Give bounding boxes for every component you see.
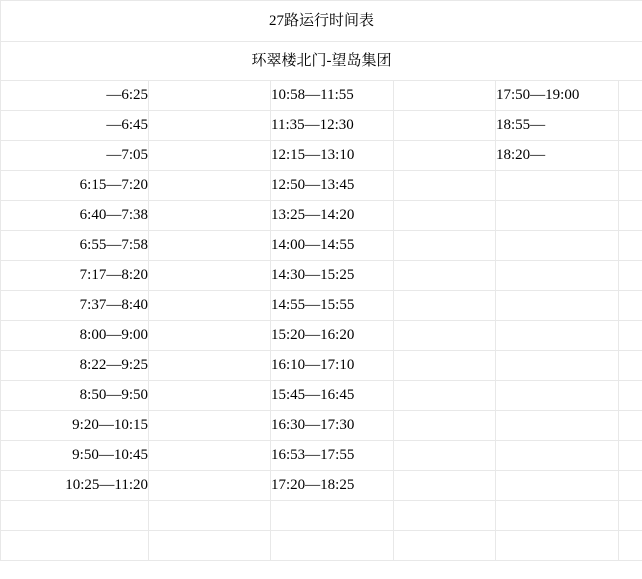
table-row xyxy=(1,111,642,141)
spacer-cell xyxy=(394,141,496,171)
table-row xyxy=(1,171,642,201)
departure-time-col2: 14:30—15:25 xyxy=(271,261,394,291)
spacer-cell xyxy=(394,441,496,471)
table-row xyxy=(1,291,642,321)
spacer-cell xyxy=(619,411,642,441)
departure-time-col1: 9:20—10:15 xyxy=(1,411,149,441)
table-row xyxy=(1,471,642,501)
departure-time-col3: 17:50—19:00 xyxy=(496,81,619,111)
departure-time-col2: 13:25—14:20 xyxy=(271,201,394,231)
spacer-cell xyxy=(619,531,642,561)
table-row xyxy=(1,231,642,261)
departure-time-col3 xyxy=(496,321,619,351)
spacer-cell xyxy=(619,501,642,531)
spacer-cell xyxy=(149,141,271,171)
departure-time-col2: 16:30—17:30 xyxy=(271,411,394,441)
departure-time-col3 xyxy=(496,351,619,381)
departure-time-col1 xyxy=(1,501,149,531)
departure-time-col1: 8:00—9:00 xyxy=(1,321,149,351)
departure-time-col2 xyxy=(271,531,394,561)
spacer-cell xyxy=(394,231,496,261)
departure-time-col2: 10:58—11:55 xyxy=(271,81,394,111)
spacer-cell xyxy=(394,201,496,231)
spacer-cell xyxy=(394,261,496,291)
spacer-cell xyxy=(394,81,496,111)
table-row xyxy=(1,141,642,171)
departure-time-col2: 16:53—17:55 xyxy=(271,441,394,471)
spacer-cell xyxy=(619,171,642,201)
spacer-cell xyxy=(394,171,496,201)
spacer-cell xyxy=(394,531,496,561)
departure-time-col2: 12:15—13:10 xyxy=(271,141,394,171)
departure-time-col3 xyxy=(496,501,619,531)
departure-time-col1: —7:05 xyxy=(1,141,149,171)
table-row xyxy=(1,411,642,441)
spacer-cell xyxy=(394,291,496,321)
spacer-cell xyxy=(619,261,642,291)
spacer-cell xyxy=(619,81,642,111)
departure-time-col1: 8:50—9:50 xyxy=(1,381,149,411)
spacer-cell xyxy=(149,321,271,351)
spacer-cell xyxy=(619,111,642,141)
spacer-cell xyxy=(394,411,496,441)
departure-time-col3 xyxy=(496,471,619,501)
departure-time-col1: 7:37—8:40 xyxy=(1,291,149,321)
spacer-cell xyxy=(619,441,642,471)
departure-time-col1: 6:40—7:38 xyxy=(1,201,149,231)
departure-time-col3 xyxy=(496,531,619,561)
departure-time-col3 xyxy=(496,171,619,201)
spacer-cell xyxy=(619,231,642,261)
departure-time-col3 xyxy=(496,201,619,231)
departure-time-col2: 17:20—18:25 xyxy=(271,471,394,501)
departure-time-col2: 14:00—14:55 xyxy=(271,231,394,261)
departure-time-col2: 15:45—16:45 xyxy=(271,381,394,411)
departure-time-col2 xyxy=(271,501,394,531)
departure-time-col3: 18:55— xyxy=(496,111,619,141)
spacer-cell xyxy=(394,381,496,411)
departure-time-col3 xyxy=(496,411,619,441)
departure-time-col2: 11:35—12:30 xyxy=(271,111,394,141)
spacer-cell xyxy=(149,501,271,531)
spacer-cell xyxy=(619,471,642,501)
departure-time-col3 xyxy=(496,381,619,411)
table-row xyxy=(1,201,642,231)
spacer-cell xyxy=(149,201,271,231)
subtitle-row xyxy=(1,42,642,81)
spacer-cell xyxy=(149,111,271,141)
departure-time-col1: 7:17—8:20 xyxy=(1,261,149,291)
departure-time-col3 xyxy=(496,261,619,291)
departure-time-col1 xyxy=(1,531,149,561)
spacer-cell xyxy=(149,441,271,471)
departure-time-col3 xyxy=(496,441,619,471)
spacer-cell xyxy=(619,351,642,381)
spacer-cell xyxy=(619,201,642,231)
departure-time-col2: 12:50—13:45 xyxy=(271,171,394,201)
departure-time-col3 xyxy=(496,231,619,261)
spacer-cell xyxy=(149,471,271,501)
spacer-cell xyxy=(619,321,642,351)
table-row xyxy=(1,261,642,291)
departure-time-col2: 16:10—17:10 xyxy=(271,351,394,381)
spacer-cell xyxy=(149,171,271,201)
departure-time-col2: 15:20—16:20 xyxy=(271,321,394,351)
departure-time-col1: —6:45 xyxy=(1,111,149,141)
route-subtitle: 环翠楼北门-望岛集团 xyxy=(1,42,642,81)
departure-time-col1: 9:50—10:45 xyxy=(1,441,149,471)
page-title: 27路运行时间表 xyxy=(1,1,642,42)
spacer-cell xyxy=(149,531,271,561)
table-row xyxy=(1,321,642,351)
spacer-cell xyxy=(149,351,271,381)
spacer-cell xyxy=(149,381,271,411)
spacer-cell xyxy=(149,261,271,291)
table-row xyxy=(1,351,642,381)
table-row xyxy=(1,381,642,411)
table-row xyxy=(1,441,642,471)
spacer-cell xyxy=(149,231,271,261)
departure-time-col1: 8:22—9:25 xyxy=(1,351,149,381)
spacer-cell xyxy=(149,81,271,111)
spacer-cell xyxy=(619,291,642,321)
spacer-cell xyxy=(394,111,496,141)
table-row xyxy=(1,531,642,561)
spacer-cell xyxy=(394,501,496,531)
spacer-cell xyxy=(619,381,642,411)
table-row xyxy=(1,501,642,531)
departure-time-col2: 14:55—15:55 xyxy=(271,291,394,321)
spacer-cell xyxy=(394,321,496,351)
departure-time-col1: 6:15—7:20 xyxy=(1,171,149,201)
title-row xyxy=(1,1,642,42)
departure-time-col3 xyxy=(496,291,619,321)
spacer-cell xyxy=(149,411,271,441)
spacer-cell xyxy=(394,351,496,381)
departure-time-col1: 10:25—11:20 xyxy=(1,471,149,501)
departure-time-col3: 18:20— xyxy=(496,141,619,171)
departure-time-col1: —6:25 xyxy=(1,81,149,111)
departure-time-col1: 6:55—7:58 xyxy=(1,231,149,261)
table-row xyxy=(1,81,642,111)
spacer-cell xyxy=(149,291,271,321)
spacer-cell xyxy=(394,471,496,501)
spacer-cell xyxy=(619,141,642,171)
